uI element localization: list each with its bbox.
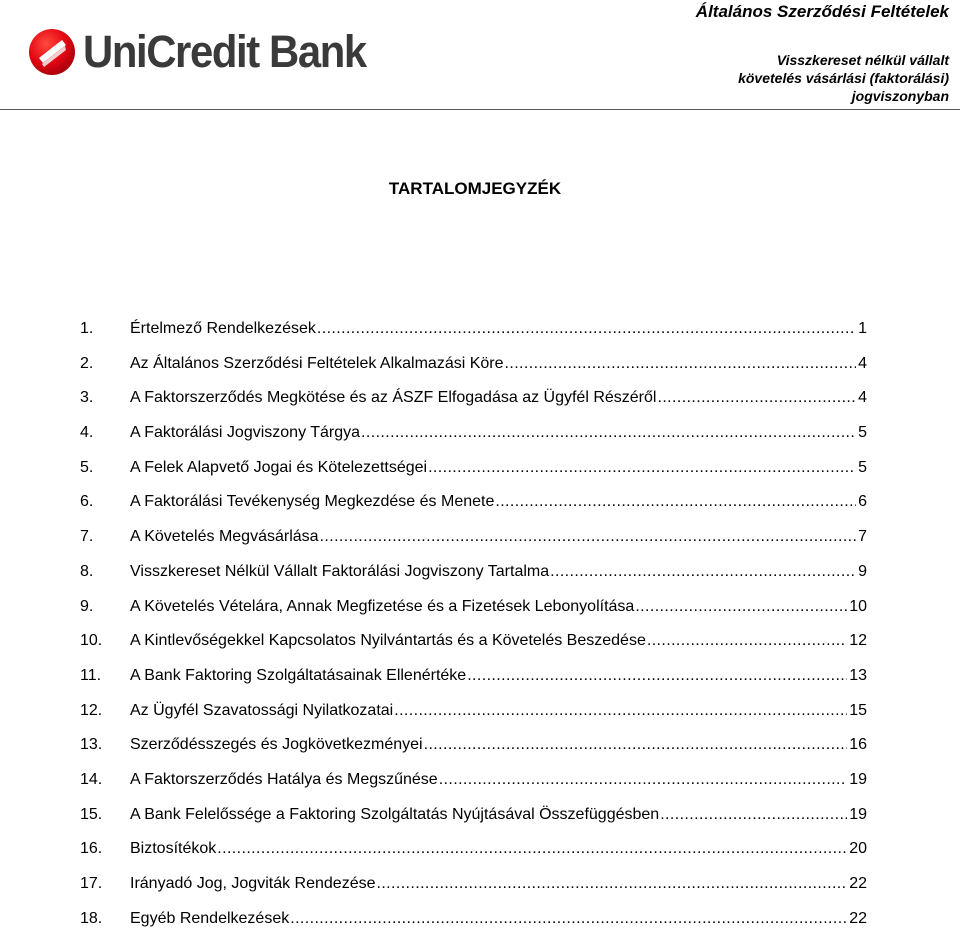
toc-dot-leader bbox=[467, 666, 847, 686]
toc-entry-page[interactable]: 16 bbox=[849, 736, 867, 754]
toc-dot-leader bbox=[290, 909, 847, 929]
toc-dot-leader bbox=[320, 527, 857, 547]
toc-entry-label[interactable]: Biztosítékok bbox=[130, 840, 217, 858]
toc-entry-number: 16. bbox=[80, 840, 103, 858]
toc-entry[interactable] bbox=[80, 701, 867, 736]
toc-entry[interactable] bbox=[80, 631, 867, 666]
toc-dot-leader bbox=[361, 423, 856, 443]
toc-entry[interactable] bbox=[80, 458, 867, 493]
toc-entry[interactable] bbox=[80, 527, 867, 562]
header-divider bbox=[0, 109, 960, 110]
toc-entry-label[interactable]: A Követelés Vételára, Annak Megfizetése és a Fizetések Lebonyolítása bbox=[130, 597, 635, 615]
toc-entry-number: 4. bbox=[80, 424, 94, 442]
toc-dot-leader bbox=[317, 319, 856, 339]
toc-entry[interactable] bbox=[80, 805, 867, 840]
toc-dot-leader bbox=[550, 562, 856, 582]
toc-entry-label[interactable]: Az Általános Szerződési Feltételek Alkalmazási Köre bbox=[130, 354, 504, 372]
toc-dot-leader bbox=[505, 354, 857, 374]
toc-dot-leader bbox=[657, 388, 856, 408]
toc-dot-leader bbox=[647, 631, 847, 651]
toc-entry-number: 8. bbox=[80, 562, 94, 580]
toc-dot-leader bbox=[439, 770, 848, 790]
toc-entry-page[interactable]: 22 bbox=[849, 909, 867, 927]
toc-entry-label[interactable]: A Kintlevőségekkel Kapcsolatos Nyilvántartás és a Követelés Beszedése bbox=[130, 632, 646, 650]
toc-entry[interactable] bbox=[80, 423, 867, 458]
toc-entry-number: 9. bbox=[80, 597, 94, 615]
toc-entry-label[interactable]: Egyéb Rendelkezések bbox=[130, 909, 290, 927]
toc-entry-number: 12. bbox=[80, 701, 103, 719]
toc-entry[interactable] bbox=[80, 909, 867, 943]
toc-entry-page[interactable]: 19 bbox=[849, 805, 867, 823]
toc-entry-page[interactable]: 15 bbox=[849, 701, 867, 719]
toc-heading: TARTALOMJEGYZÉK bbox=[388, 179, 562, 198]
toc-entry-page[interactable]: 4 bbox=[858, 389, 867, 407]
toc-entry[interactable] bbox=[80, 666, 867, 701]
toc-entry-label[interactable]: A Bank Faktoring Szolgáltatásainak Ellenértéke bbox=[130, 666, 467, 684]
toc-entry-page[interactable]: 5 bbox=[858, 424, 867, 442]
toc-entry-label[interactable]: Szerződésszegés és Jogkövetkezményei bbox=[130, 736, 423, 754]
page-header bbox=[0, 0, 960, 111]
toc-entry-number: 6. bbox=[80, 493, 94, 511]
toc-entry-number: 11. bbox=[80, 666, 102, 684]
toc-entry[interactable] bbox=[80, 770, 867, 805]
toc-entry-label[interactable]: A Felek Alapvető Jogai és Kötelezettségei bbox=[130, 458, 428, 476]
toc-entry-label[interactable]: A Faktorszerződés Megkötése és az ÁSZF Elfogadása az Ügyfél Részéről bbox=[130, 389, 657, 407]
toc-entry-page[interactable]: 12 bbox=[849, 632, 867, 650]
document-subtitle bbox=[738, 51, 949, 105]
toc-entry[interactable] bbox=[80, 562, 867, 597]
toc-dot-leader bbox=[376, 874, 847, 894]
toc-entry-number: 2. bbox=[80, 354, 94, 372]
toc-entry-page[interactable]: 6 bbox=[858, 493, 867, 511]
toc-entry-page[interactable]: 22 bbox=[849, 875, 867, 892]
toc-entry-number: 14. bbox=[80, 770, 103, 788]
subtitle-line: Visszkereset nélkül vállalt bbox=[776, 52, 949, 68]
toc-entry-page[interactable]: 20 bbox=[849, 840, 867, 858]
toc-dot-leader bbox=[394, 701, 847, 721]
toc-entry-number: 3. bbox=[80, 389, 94, 407]
toc-entry-number: 1. bbox=[80, 320, 94, 337]
toc-entry-number: 5. bbox=[80, 458, 94, 476]
toc-entry[interactable] bbox=[80, 597, 867, 632]
unicredit-logo bbox=[28, 26, 387, 78]
toc-entry-number: 17. bbox=[80, 875, 103, 892]
toc-entry-number: 10. bbox=[80, 632, 103, 650]
toc-entry-label[interactable]: A Faktorálási Tevékenység Megkezdése és Menete bbox=[130, 493, 495, 511]
toc-entry-page[interactable]: 19 bbox=[849, 770, 867, 788]
toc-entry-page[interactable]: 10 bbox=[849, 597, 867, 615]
toc-dot-leader bbox=[424, 735, 848, 755]
toc-entry-page[interactable]: 13 bbox=[849, 666, 867, 684]
document-title: Általános Szerződési Feltételek bbox=[695, 2, 949, 21]
toc-entry-label[interactable]: Értelmező Rendelkezések bbox=[130, 320, 316, 337]
toc-entry-page[interactable]: 4 bbox=[858, 354, 867, 372]
toc-entry[interactable] bbox=[80, 492, 867, 527]
unicredit-logo-icon bbox=[28, 28, 76, 76]
toc-entry-label[interactable]: A Követelés Megvásárlása bbox=[130, 528, 319, 546]
toc-entry-label[interactable]: A Faktorszerződés Hatálya és Megszűnése bbox=[130, 770, 438, 788]
toc-dot-leader bbox=[428, 458, 856, 478]
toc-entry-page[interactable]: 5 bbox=[858, 458, 867, 476]
toc-entry-label[interactable]: A Faktorálási Jogviszony Tárgya bbox=[130, 424, 361, 442]
table-of-contents bbox=[80, 319, 867, 943]
toc-entry-page[interactable]: 7 bbox=[858, 528, 867, 546]
toc-entry[interactable] bbox=[80, 319, 867, 354]
toc-entry[interactable] bbox=[80, 388, 867, 423]
toc-entry-page[interactable]: 1 bbox=[858, 320, 867, 337]
toc-entry-label[interactable]: Az Ügyfél Szavatossági Nyilatkozatai bbox=[130, 701, 394, 719]
toc-entry-number: 7. bbox=[80, 528, 94, 546]
toc-entry[interactable] bbox=[80, 354, 867, 389]
toc-dot-leader bbox=[660, 805, 847, 825]
toc-dot-leader bbox=[495, 492, 856, 512]
toc-entry[interactable] bbox=[80, 735, 867, 770]
toc-entry-number: 18. bbox=[80, 909, 103, 927]
subtitle-line: jogviszonyban bbox=[851, 88, 949, 104]
subtitle-line: követelés vásárlási (faktorálási) bbox=[738, 70, 949, 86]
toc-entry-number: 15. bbox=[80, 805, 103, 823]
logo-wordmark: UniCredit Bank bbox=[83, 26, 366, 77]
toc-dot-leader bbox=[635, 597, 847, 617]
toc-entry-number: 13. bbox=[80, 736, 103, 754]
toc-entry[interactable] bbox=[80, 874, 867, 909]
toc-entry-page[interactable]: 9 bbox=[858, 562, 867, 580]
toc-entry-label[interactable]: Visszkereset Nélkül Vállalt Faktorálási Jogviszony Tartalma bbox=[130, 562, 550, 580]
toc-entry[interactable] bbox=[80, 839, 867, 874]
toc-entry-label[interactable]: A Bank Felelőssége a Faktoring Szolgáltatás Nyújtásával Összefüggésben bbox=[130, 805, 660, 823]
toc-entry-label[interactable]: Irányadó Jog, Jogviták Rendezése bbox=[130, 875, 376, 892]
toc-dot-leader bbox=[217, 839, 847, 859]
